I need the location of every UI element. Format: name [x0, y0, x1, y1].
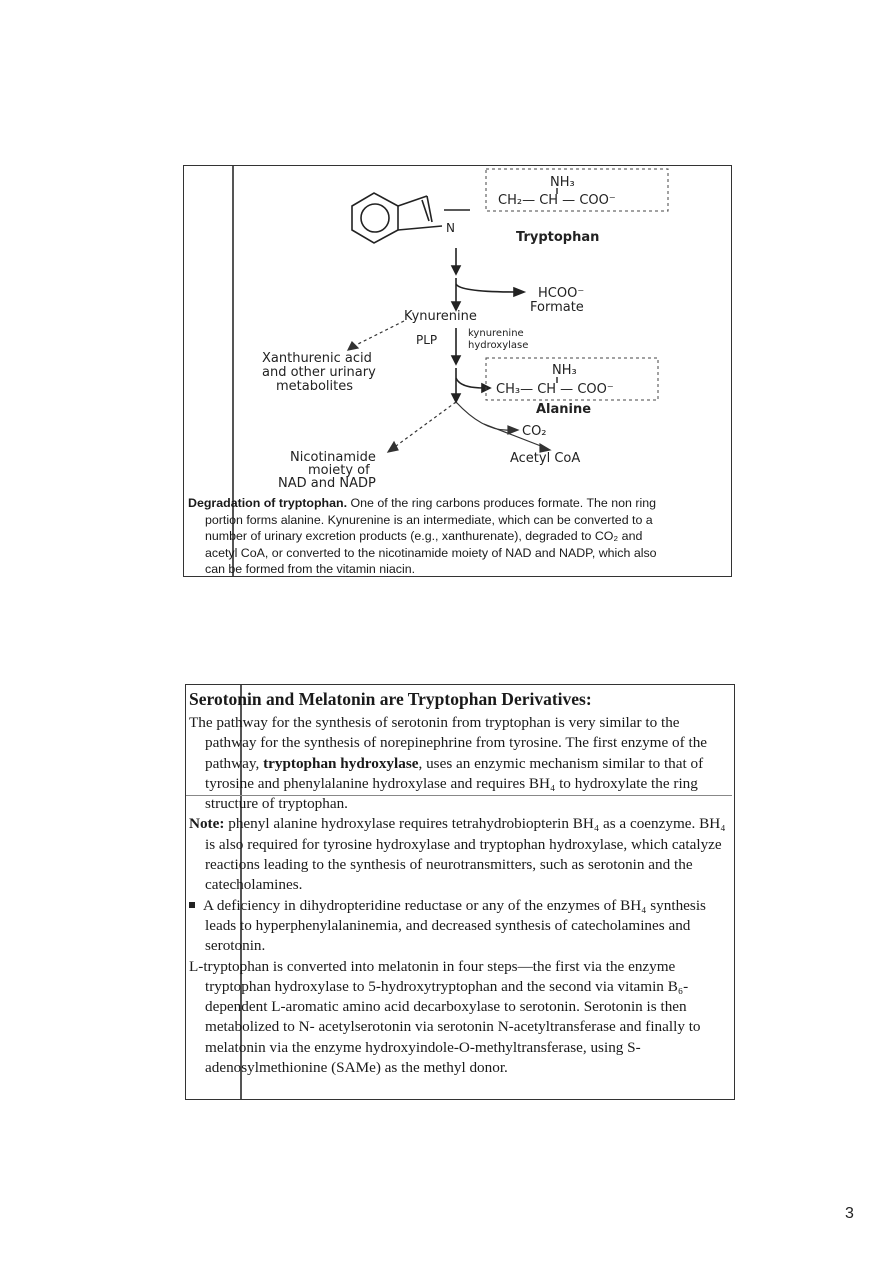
enzyme-label-2: hydroxylase — [468, 340, 529, 351]
formate-label: Formate — [530, 300, 584, 315]
hcoo-label: HCOO⁻ — [538, 286, 585, 301]
note-paragraph — [189, 814, 730, 895]
kynurenine-label: Kynurenine — [404, 309, 477, 324]
indole-n: N — [446, 221, 455, 235]
acetyl-coa-label: Acetyl CoA — [510, 451, 581, 466]
caption-line-1: One of the ring carbons produces formate. The non ring — [347, 496, 657, 510]
section-content — [186, 685, 734, 1078]
paragraph-1 — [189, 713, 730, 814]
note-text: phenyl alanine hydroxylase requires tetrahydrobiopterin BH₄ as a coenzyme. BH₄ is also required for tyrosine hydroxylase and tryptophan hydroxylase, which catalyze reactions leading to the synthesis of neurotransmitters, such as serotonin and the catecholamines. — [205, 815, 726, 894]
tryptophan-label: Tryptophan — [516, 230, 600, 245]
tryptophan-chain: CH₂— CH — COO⁻ — [498, 193, 616, 208]
paragraph-2: L-tryptophan is converted into melatonin in four steps—the first via the enzyme tryptophan hydroxylase to 5-hydroxytryptophan and the second via vitamin B₆-dependent L-aromatic amino acid decarboxylase to serotonin. Serotonin is then metabolized to N- acetylserotonin via serotonin N-acetyltransferase and finally to melatonin via the enzyme hydroxyindole-O-methyltransferase, using S-adenosylmethionine (SAMe) as the methyl donor. — [189, 957, 701, 1077]
bullet-item — [189, 896, 730, 957]
nicotinamide-2: moiety of — [308, 463, 370, 478]
nh3-alanine: NH₃ — [552, 363, 577, 378]
bullet-text: A deficiency in dihydropteridine reductase or any of the enzymes of BH₄ synthesis leads to hyperphenylalaninemia, and decreased synthesis of catecholamines and serotonin. — [203, 896, 706, 955]
plp-label: PLP — [416, 333, 438, 347]
alanine-label: Alanine — [536, 402, 592, 417]
p1-bold: tryptophan hydroxylase — [263, 754, 419, 772]
section-heading: Serotonin and Melatonin are Tryptophan Derivatives: — [189, 689, 592, 709]
xanthurenic-3: metabolites — [276, 379, 354, 394]
page-number: 3 — [845, 1205, 854, 1222]
caption-line-4: acetyl CoA, or converted to the nicotinamide moiety of NAD and NADP, which also — [205, 545, 657, 560]
enzyme-label-1: kynurenine — [468, 328, 524, 339]
alanine-chain: CH₃— CH — COO⁻ — [496, 382, 614, 397]
caption-title: Degradation of tryptophan. — [188, 496, 348, 510]
figure-box — [183, 165, 732, 577]
caption-line-3: number of urinary excretion products (e.g., xanthurenate), degraded to CO₂ and — [205, 529, 643, 544]
nh3-top: NH₃ — [550, 175, 575, 190]
nicotinamide-1: Nicotinamide — [290, 450, 376, 465]
indole-ring-structure — [352, 193, 470, 243]
nicotinamide-3: NAD and NADP — [278, 476, 376, 491]
caption-line-2: portion forms alanine. Kynurenine is an intermediate, which can be converted to a — [205, 512, 653, 527]
serotonin-section-box — [185, 684, 735, 1100]
p1-text-b: , uses an enzymic mechanism similar to that of tyrosine and phenylalanine hydroxylase and requires BH₄ to hydroxylate the ring structure of tryptophan. — [205, 754, 704, 813]
p1-text-a: The pathway for the synthesis of serotonin from tryptophan is very similar to the pathway for the synthesis of norepinephrine from tyrosine. The first enzyme of the pathway, — [189, 714, 708, 772]
bullet-square-icon — [189, 902, 195, 908]
tryptophan-degradation-diagram — [184, 166, 730, 496]
xanthurenic-1: Xanthurenic acid — [262, 351, 372, 366]
note-label: Note: — [189, 815, 225, 833]
co2-label: CO₂ — [522, 424, 547, 439]
caption-line-5: can be formed from the vitamin niacin. — [205, 562, 416, 577]
figure-caption — [188, 495, 726, 578]
xanthurenic-2: and other urinary — [262, 365, 376, 380]
